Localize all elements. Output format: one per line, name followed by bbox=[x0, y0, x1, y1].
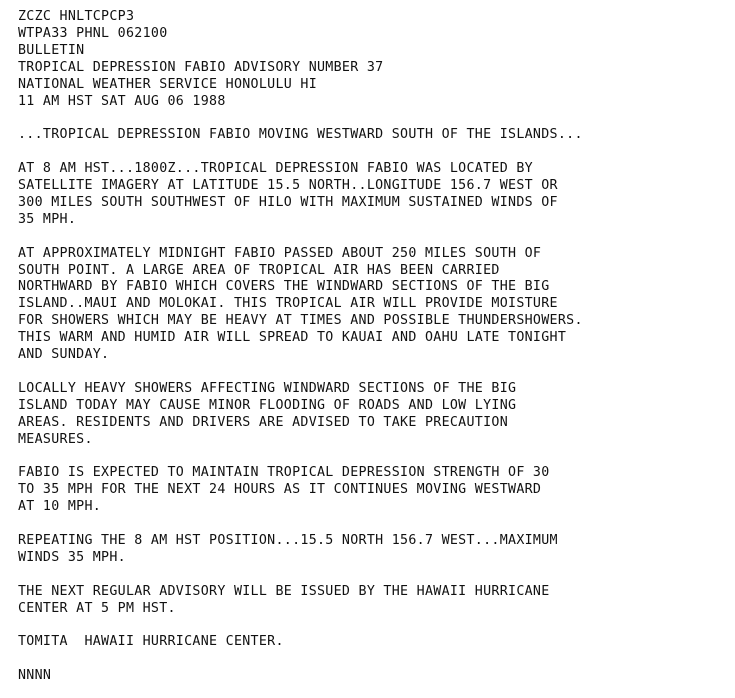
text-line: AREAS. RESIDENTS AND DRIVERS ARE ADVISED TO TAKE PRECAUTION bbox=[18, 414, 509, 430]
wmo-header-line: WTPA33 PHNL 062100 bbox=[18, 25, 168, 41]
signature: TOMITA HAWAII HURRICANE CENTER. bbox=[18, 634, 284, 650]
issuing-office: NATIONAL WEATHER SERVICE HONOLULU HI bbox=[18, 76, 317, 92]
product-header-line: ZCZC HNLTCPCP3 bbox=[18, 9, 135, 24]
paragraph-flooding bbox=[18, 381, 718, 449]
bulletin-label: BULLETIN bbox=[18, 42, 85, 58]
text-line: FABIO IS EXPECTED TO MAINTAIN TROPICAL DEPRESSION STRENGTH OF 30 bbox=[18, 465, 550, 481]
text-line: SATELLITE IMAGERY AT LATITUDE 15.5 NORTH..LONGITUDE 156.7 WEST OR bbox=[18, 178, 558, 194]
paragraph-repeat-position bbox=[18, 533, 718, 567]
text-line: AT 10 MPH. bbox=[18, 499, 102, 515]
text-line: AT 8 AM HST...1800Z...TROPICAL DEPRESSION FABIO WAS LOCATED BY bbox=[18, 161, 533, 177]
text-line: TO 35 MPH FOR THE NEXT 24 HOURS AS IT CONTINUES MOVING WESTWARD bbox=[18, 482, 542, 498]
text-line: ISLAND TODAY MAY CAUSE MINOR FLOODING OF ROADS AND LOW LYING bbox=[18, 397, 517, 413]
text-line: FOR SHOWERS WHICH MAY BE HEAVY AT TIMES AND POSSIBLE THUNDERSHOWERS. bbox=[18, 313, 583, 329]
text-line: 300 MILES SOUTH SOUTHWEST OF HILO WITH MAXIMUM SUSTAINED WINDS OF bbox=[18, 194, 558, 210]
end-marker: NNNN bbox=[18, 668, 52, 684]
text-line: THIS WARM AND HUMID AIR WILL SPREAD TO KAUAI AND OAHU LATE TONIGHT bbox=[18, 330, 567, 346]
headline bbox=[18, 127, 718, 144]
advisory-title: TROPICAL DEPRESSION FABIO ADVISORY NUMBER 37 bbox=[18, 59, 384, 75]
end-block bbox=[18, 668, 718, 685]
issue-time: 11 AM HST SAT AUG 06 1988 bbox=[18, 93, 226, 109]
text-line: MEASURES. bbox=[18, 431, 93, 447]
text-line: AT APPROXIMATELY MIDNIGHT FABIO PASSED ABOUT 250 MILES SOUTH OF bbox=[18, 245, 542, 261]
bulletin-header bbox=[18, 9, 718, 110]
paragraph-next-advisory bbox=[18, 584, 718, 618]
paragraph-position bbox=[18, 161, 718, 229]
paragraph-forecast bbox=[18, 465, 718, 516]
paragraph-tropical-air bbox=[18, 246, 718, 364]
text-line: NORTHWARD BY FABIO WHICH COVERS THE WINDWARD SECTIONS OF THE BIG bbox=[18, 279, 550, 295]
text-line: SOUTH POINT. A LARGE AREA OF TROPICAL AIR HAS BEEN CARRIED bbox=[18, 262, 500, 278]
text-line: THE NEXT REGULAR ADVISORY WILL BE ISSUED BY THE HAWAII HURRICANE bbox=[18, 583, 550, 599]
headline-text: ...TROPICAL DEPRESSION FABIO MOVING WESTWARD SOUTH OF THE ISLANDS... bbox=[18, 127, 583, 143]
advisory-document bbox=[18, 9, 718, 685]
text-line: CENTER AT 5 PM HST. bbox=[18, 600, 176, 616]
text-line: AND SUNDAY. bbox=[18, 347, 110, 363]
text-line: WINDS 35 MPH. bbox=[18, 549, 126, 565]
text-line: ISLAND..MAUI AND MOLOKAI. THIS TROPICAL AIR WILL PROVIDE MOISTURE bbox=[18, 296, 558, 312]
text-line: REPEATING THE 8 AM HST POSITION...15.5 NORTH 156.7 WEST...MAXIMUM bbox=[18, 533, 558, 548]
text-line: LOCALLY HEAVY SHOWERS AFFECTING WINDWARD SECTIONS OF THE BIG bbox=[18, 380, 517, 396]
text-line: 35 MPH. bbox=[18, 211, 77, 227]
signature-block bbox=[18, 634, 718, 651]
